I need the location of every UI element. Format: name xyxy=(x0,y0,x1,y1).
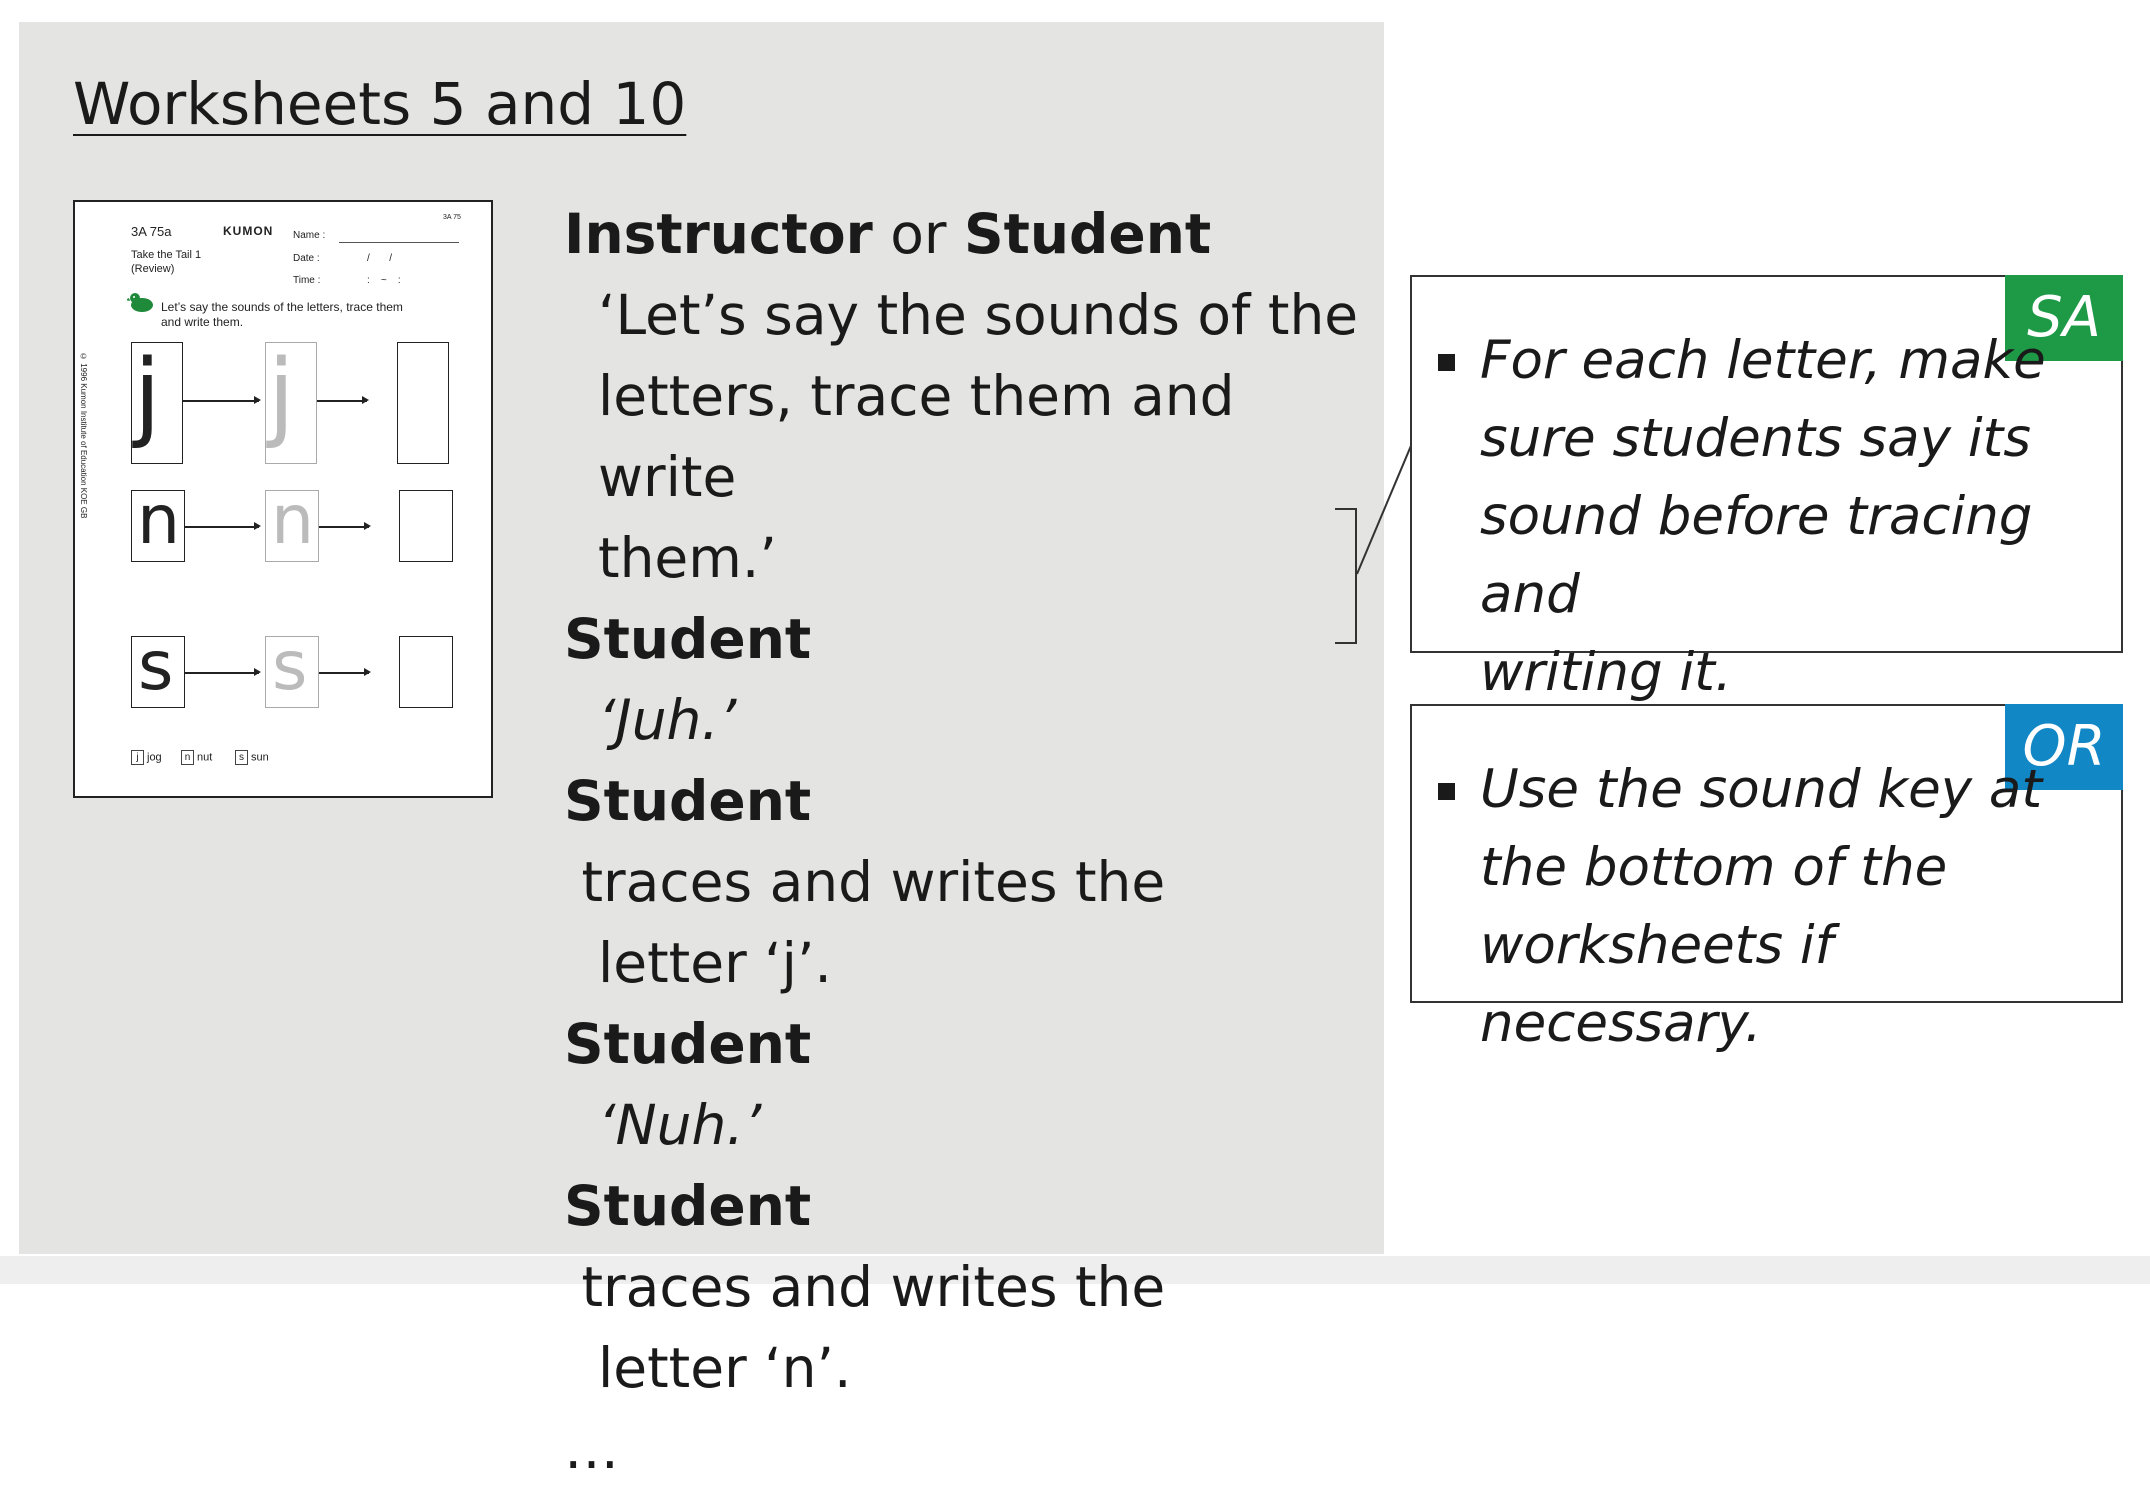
dialogue-line: … xyxy=(564,1417,619,1481)
dialogue-line: them.’ xyxy=(598,526,777,590)
date-label: Date : xyxy=(293,253,320,264)
letter-trace-s: s xyxy=(265,636,319,708)
dialogue-line: letter ‘n’. xyxy=(598,1336,852,1400)
worksheet-subtitle: Take the Tail 1 xyxy=(131,249,202,261)
worksheet-subtitle-review: (Review) xyxy=(131,263,175,275)
content-panel xyxy=(19,22,1384,1481)
arrow xyxy=(319,672,369,674)
note-text: For each letter, make sure students say its sound before tracing and writing it. xyxy=(1480,330,2046,703)
arrow xyxy=(185,526,259,528)
name-label: Name : xyxy=(293,230,326,241)
dialogue-line: ‘Juh.’ xyxy=(598,688,737,752)
bullet-icon xyxy=(1438,354,1455,371)
time-label: Time : xyxy=(293,275,321,286)
letter-model-s: s xyxy=(131,636,185,708)
arrow xyxy=(319,526,369,528)
letter-write-box-n xyxy=(399,490,453,562)
worksheet-corner-code: 3A 75 xyxy=(443,214,461,221)
dialogue-line: Student traces and writes the xyxy=(564,769,1166,914)
sound-key-nut: n nut xyxy=(181,750,212,765)
dialogue-line: Student traces and writes the xyxy=(564,1174,1166,1319)
page-title: Worksheets 5 and 10 xyxy=(73,70,687,138)
letter-write-box-s xyxy=(399,636,453,708)
note-sa xyxy=(1410,275,2123,703)
worksheet-instruction: Let’s say the sounds of the letters, trace them xyxy=(161,300,403,314)
letter-trace-j: j xyxy=(265,342,317,464)
arrow xyxy=(185,672,259,674)
letter-model-j: j xyxy=(131,342,183,464)
letter-trace-n: n xyxy=(265,490,319,562)
dialogue-line: letter ‘j’. xyxy=(598,931,832,995)
duck-icon xyxy=(127,290,157,314)
worksheet-code: 3A 75a xyxy=(131,224,172,239)
kumon-logo: KUMON xyxy=(223,224,274,238)
bullet-icon xyxy=(1438,783,1455,800)
dialogue-line: Student xyxy=(564,607,812,671)
dialogue-line: Student xyxy=(564,1012,812,1076)
dialogue-script xyxy=(564,194,1384,1490)
arrow xyxy=(183,400,259,402)
dialogue-line: ‘Let’s say the sounds of the xyxy=(598,283,1359,347)
letter-model-n: n xyxy=(131,490,185,562)
note-text: Use the sound key at the bottom of the worksheets if necessary. xyxy=(1480,759,2043,1054)
sound-key-jog: j jog xyxy=(131,750,162,765)
or-tag: OR xyxy=(2005,704,2123,790)
worksheet-instruction-cont: and write them. xyxy=(161,315,244,329)
dialogue-line: Instructor or Student xyxy=(564,202,1212,266)
worksheet-thumbnail xyxy=(73,200,493,798)
name-line xyxy=(339,242,459,243)
date-value: / / xyxy=(367,253,393,264)
dialogue-line: ‘Nuh.’ xyxy=(598,1093,762,1157)
dialogue-line: letters, trace them and write xyxy=(598,364,1235,509)
note-or xyxy=(1410,704,2123,1054)
time-value: : ~ : xyxy=(367,275,401,286)
arrow xyxy=(317,400,367,402)
worksheet-copyright: © 1996 Kumon Institute of Education KOE GB xyxy=(79,352,88,519)
letter-write-box-j xyxy=(397,342,449,464)
sound-key-sun: s sun xyxy=(235,750,269,765)
sa-tag: SA xyxy=(2005,275,2123,361)
